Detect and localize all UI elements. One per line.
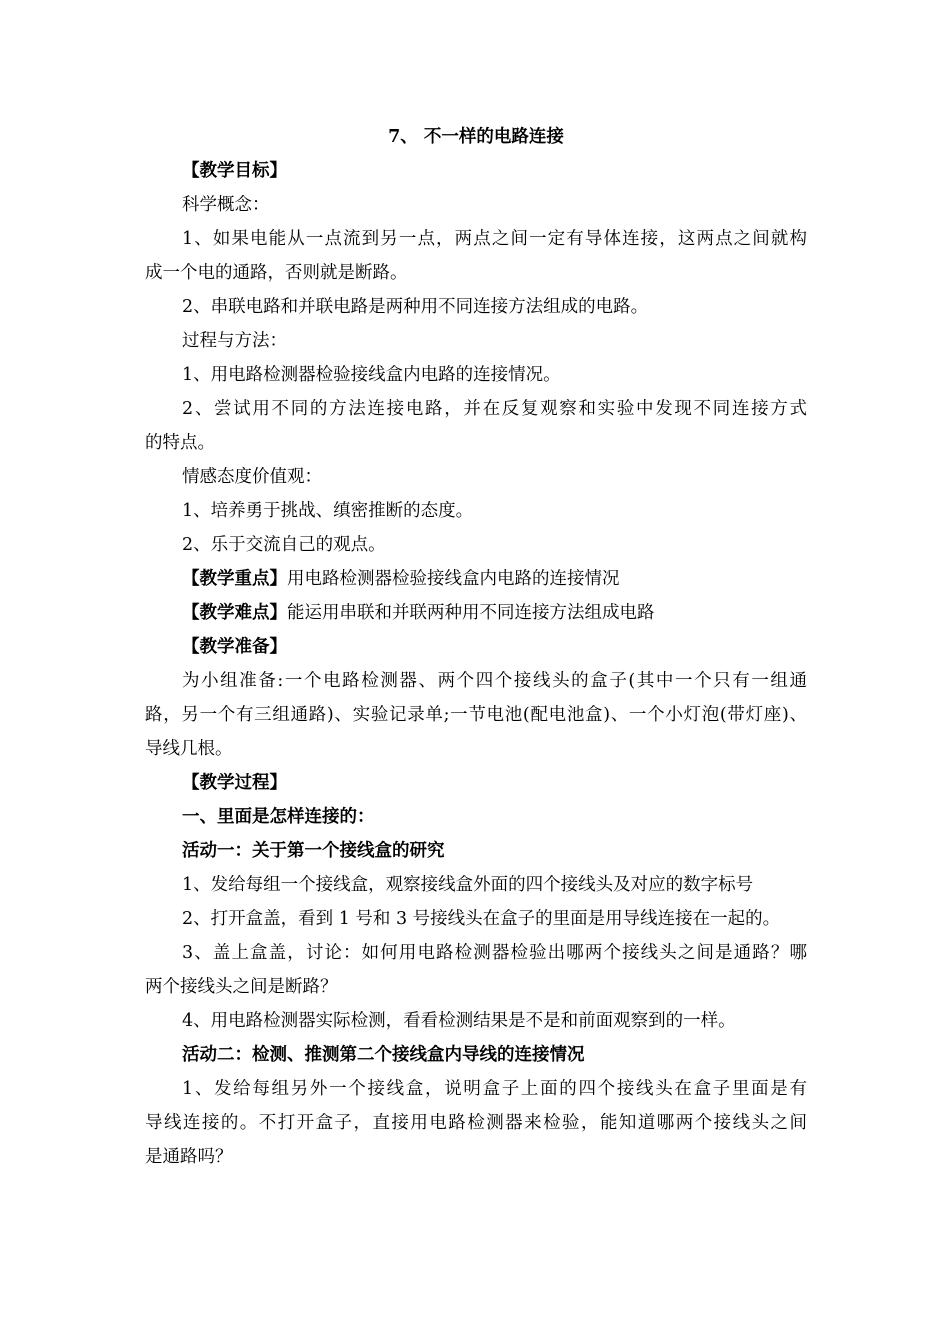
- process-2-line-a: 2、尝试用不同的方法连接电路，并在反复观察和实验中发现不同连接方式: [182, 399, 807, 419]
- process-heading: 【教学过程】: [182, 773, 287, 793]
- activity-1-step-1: 1、发给每组一个接线盒，观察接线盒外面的四个接线头及对应的数字标号: [182, 875, 754, 895]
- document-title: 7、 不一样的电路连接: [388, 127, 564, 147]
- concept-1-line-a: 1、如果电能从一点流到另一点，两点之间一定有导体连接，这两点之间就构: [182, 229, 807, 249]
- teaching-goals-heading: 【教学目标】: [182, 161, 287, 181]
- process-2-line-b: 的特点。: [145, 433, 215, 453]
- preparation-line-b: 路，另一个有三组通路)、实验记录单;一节电池(配电池盒)、一个小灯泡(带灯座)、: [145, 705, 807, 725]
- key-point-paragraph: [145, 562, 807, 596]
- activity-1-heading: 活动一：关于第一个接线盒的研究: [182, 841, 445, 861]
- activity-2-heading: 活动二：检测、推测第二个接线盒内导线的连接情况: [182, 1045, 585, 1065]
- emotion-2: 2、乐于交流自己的观点。: [182, 535, 386, 555]
- key-point-heading: 【教学重点】: [182, 569, 287, 589]
- difficulty-text: 能运用串联和并联两种用不同连接方法组成电路: [287, 603, 655, 623]
- preparation-line-c: 导线几根。: [145, 739, 233, 759]
- process-method-label: 过程与方法：: [182, 331, 287, 351]
- activity-2-step-1-line-c: 是通路吗？: [145, 1147, 233, 1167]
- activity-1-step-4: 4、用电路检测器实际检测，看看检测结果是不是和前面观察到的一样。: [182, 1011, 736, 1031]
- emotion-1: 1、培养勇于挑战、缜密推断的态度。: [182, 501, 474, 521]
- activity-2-step-1-line-a: 1、发给每组另外一个接线盒，说明盒子上面的四个接线头在盒子里面是有: [182, 1079, 807, 1099]
- activity-1-step-3-line-a: 3、盖上盒盖，讨论：如何用电路检测器检验出哪两个接线头之间是通路？哪: [182, 943, 807, 963]
- emotion-label: 情感态度价值观：: [182, 467, 322, 487]
- section-1-heading: 一、里面是怎样连接的：: [182, 807, 375, 827]
- process-1: 1、用电路检测器检验接线盒内电路的连接情况。: [182, 365, 561, 385]
- activity-2-step-1-line-b: 导线连接的。不打开盒子，直接用电路检测器来检验，能知道哪两个接线头之间: [145, 1113, 807, 1133]
- difficulty-heading: 【教学难点】: [182, 603, 287, 623]
- concept-1-line-b: 成一个电的通路，否则就是断路。: [145, 263, 408, 283]
- activity-1-step-2: 2、打开盒盖，看到 1 号和 3 号接线头在盒子的里面是用导线连接在一起的。: [182, 909, 781, 929]
- difficulty-paragraph: [145, 596, 807, 630]
- concept-2: 2、串联电路和并联电路是两种用不同连接方法组成的电路。: [182, 297, 649, 317]
- activity-1-step-3-line-b: 两个接线头之间是断路？: [145, 977, 338, 997]
- preparation-line-a: 为小组准备:一个电路检测器、两个四个接线头的盒子(其中一个只有一组通: [182, 671, 807, 691]
- document-body: [145, 120, 807, 1174]
- key-point-text: 用电路检测器检验接线盒内电路的连接情况: [287, 569, 620, 589]
- preparation-heading: 【教学准备】: [182, 637, 287, 657]
- science-concept-label: 科学概念：: [182, 195, 270, 215]
